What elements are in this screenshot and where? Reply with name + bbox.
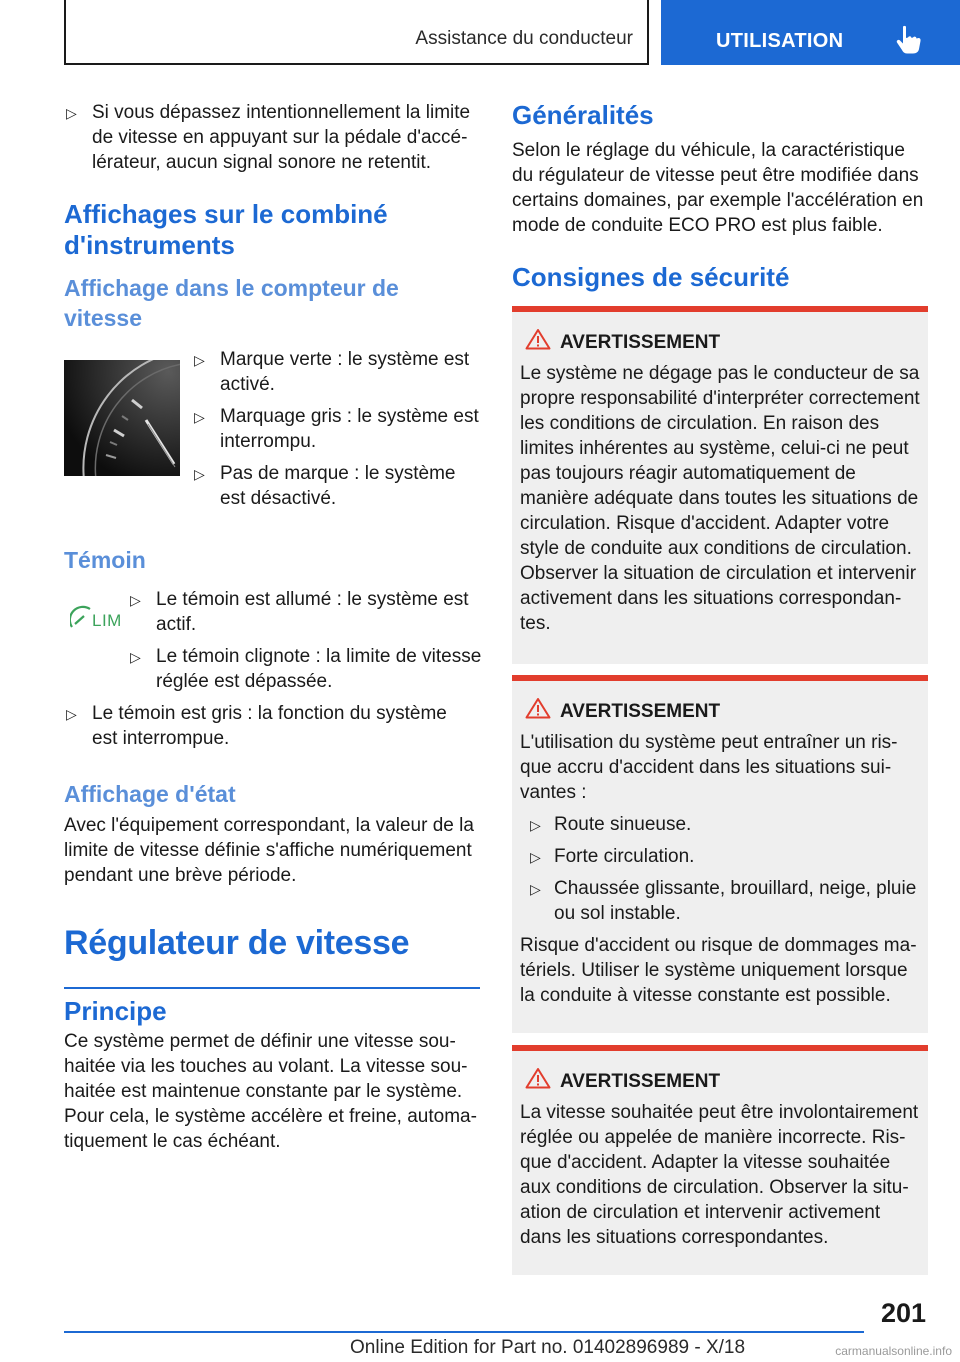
- watermark: carmanualsonline.info: [835, 1344, 952, 1358]
- warning-body: La vitesse souhaitée peut être involontairement réglée ou appelée de manière incorrecte. Risque d'accident. Adapter la vitesse souhaitée aux conditions de circulation. Observer la situation de circulation et intervenir activement dans les situations correspondantes.: [520, 1102, 919, 1248]
- warning-body: Le système ne dégage pas le conducteur de sa propre responsabilité d'interpréter correctement les conditions de circulation. En raison des limites inhérentes au système, celui-ci ne peut pas toujours réagir automatiquement de manière adéquate dans toutes les situations de circulation. Risque d'accident. Adapter votre style de conduite aux conditions de circulation. Observer la situation de circulation et intervenir activement dans les situations correspondantes.: [520, 363, 920, 634]
- speedometer-image: [64, 360, 180, 476]
- right-column: [512, 100, 928, 293]
- warning-triangle-icon: [525, 1067, 551, 1089]
- paragraph-principe: Ce système permet de définir une vitesse souhaitée via les touches au volant. La vitesse souhaitée est maintenue constante par le système. Pour cela, le système accélère et freine, automatiquement le cas échéant.: [64, 1031, 477, 1152]
- warning-triangle-icon: [525, 328, 551, 350]
- header-chapter-tab[interactable]: [661, 0, 960, 65]
- speed-limiter-label: LIM: [92, 611, 122, 630]
- temoin-block: [64, 587, 480, 694]
- triangle-bullet-icon: ▷: [194, 466, 205, 482]
- triangle-bullet-icon: ▷: [130, 592, 141, 608]
- triangle-bullet-icon: ▷: [130, 649, 141, 665]
- header-section-title: Assistance du conducteur: [415, 28, 633, 49]
- heading-generalites: Généralités: [512, 100, 654, 130]
- hand-pointer-icon: [894, 25, 922, 55]
- list-item: ▷ Le témoin est allumé : le système est actif.: [130, 589, 469, 635]
- warning-outro: Risque d'accident ou risque de dommages matériels. Utiliser le système uniquement lorsque la conduite à vitesse constante est possible.: [520, 935, 917, 1006]
- list-item: ▷ Pas de marque : le système est désactivé.: [194, 463, 456, 509]
- warning-title: AVERTISSEMENT: [520, 330, 920, 355]
- left-column: [64, 100, 480, 1154]
- warning-box-1: [512, 306, 928, 664]
- heading-compteur: Affichage dans le compteur de vitesse: [64, 275, 399, 331]
- list-item: ▷ Route sinueuse.: [520, 812, 920, 837]
- list-item: ▷ Forte circulation.: [520, 844, 920, 869]
- triangle-bullet-icon: ▷: [66, 706, 77, 722]
- triangle-bullet-icon: ▷: [530, 849, 541, 865]
- triangle-bullet-icon: ▷: [194, 409, 205, 425]
- heading-principe: Principe: [64, 996, 167, 1026]
- header-chapter-label: UTILISATION: [716, 30, 844, 52]
- triangle-bullet-icon: ▷: [530, 817, 541, 833]
- heading-temoin: Témoin: [64, 547, 146, 573]
- warning-box-2: [512, 675, 928, 1033]
- header-section-box: [64, 0, 649, 65]
- list-item: ▷ Le témoin est gris : la fonction du système est interrompue.: [66, 703, 447, 749]
- compteur-list: [192, 347, 482, 511]
- warning-title: AVERTISSEMENT: [520, 1069, 920, 1094]
- temoin-list: [128, 587, 482, 694]
- list-item: ▷ Marquage gris : le système est interrompu.: [194, 406, 479, 452]
- heading-affichages: Affichages sur le combiné d'instruments: [64, 199, 388, 260]
- paragraph-generalites: Selon le réglage du véhicule, la caractéristique du régulateur de vitesse peut être modifiée dans certains domaines, par exemple l'accélération en mode de conduite ECO PRO est plus faible.: [512, 140, 924, 236]
- warning-intro: L'utilisation du système peut entraîner un risque accru d'accident dans les situations suivantes :: [520, 732, 898, 803]
- triangle-bullet-icon: ▷: [66, 105, 77, 121]
- triangle-bullet-icon: ▷: [530, 881, 541, 897]
- warning-box-3: [512, 1045, 928, 1275]
- heading-affichage-etat: Affichage d'état: [64, 781, 236, 807]
- warning-title: AVERTISSEMENT: [520, 699, 920, 724]
- footer-edition: Online Edition for Part no. 01402896989 - X/18: [350, 1337, 746, 1358]
- page-number: 201: [880, 1298, 926, 1328]
- footer-rule: [64, 1331, 864, 1333]
- list-item: ▷ Chaussée glissante, brouillard, neige, pluie ou sol instable.: [530, 878, 917, 924]
- list-item: ▷ Si vous dépassez intentionnellement la limite de vitesse en appuyant sur la pédale d'accélérateur, aucun signal sonore ne retentit.: [66, 102, 471, 173]
- triangle-bullet-icon: ▷: [194, 352, 205, 368]
- paragraph-etat: Avec l'équipement correspondant, la valeur de la limite de vitesse définie s'affiche numériquement pendant une brève période.: [64, 815, 474, 886]
- heading-underline: [64, 987, 480, 989]
- list-item: ▷ Marque verte : le système est activé.: [194, 349, 470, 395]
- heading-consignes: Consignes de sécurité: [512, 262, 790, 292]
- list-item: ▷ Le témoin clignote : la limite de vitesse réglée est dépassée.: [130, 646, 482, 692]
- heading-regulateur: Régulateur de vitesse: [64, 924, 410, 962]
- warning-triangle-icon: [525, 697, 551, 719]
- speed-limiter-icon: [70, 605, 126, 635]
